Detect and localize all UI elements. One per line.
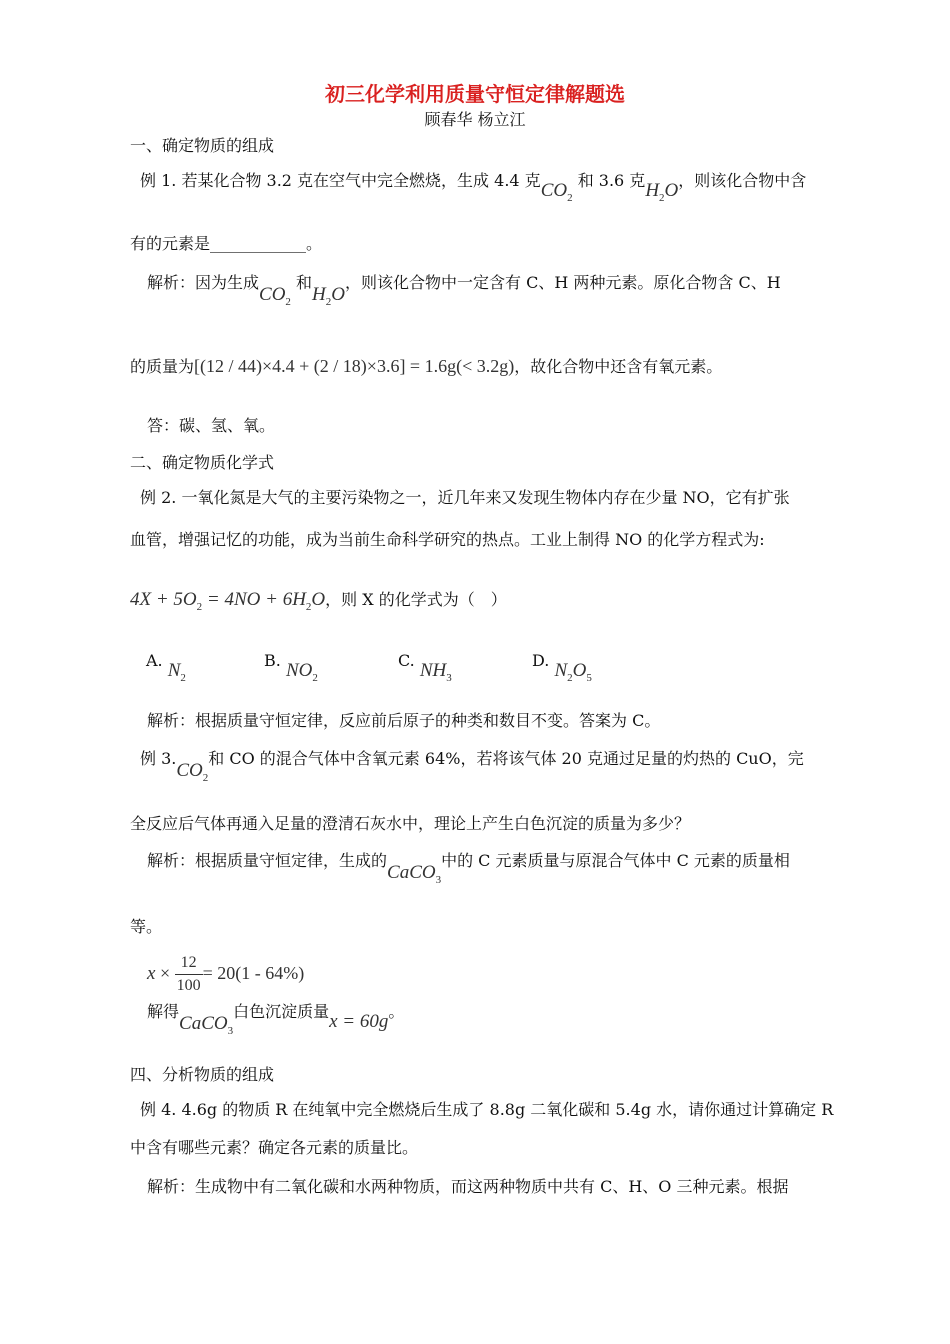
fraction: $\frac{12}{100}$ xyxy=(176,954,201,994)
formula-h2o: $H_2O$ xyxy=(645,180,679,204)
answer-blank[interactable]: ____________ xyxy=(210,234,307,253)
mass-formula: [(12 / 44)×4.4 + (2 / 18)×3.6] = 1.6g(< 3.2g) xyxy=(194,356,515,376)
solution-3-line-1: 解析：根据质量守恒定律，生成的CaCO$_3$中的 C 元素质量与原混合气体中 C 元素的质量相 xyxy=(147,851,790,886)
example-4-line-2: 中含有哪些元素？确定各元素的质量比。 xyxy=(130,1138,419,1157)
formula-caco3: CaCO$_3$ xyxy=(387,862,442,886)
solution-3-result: 解得CaCO$_3$白色沉淀质量x = 60g。 xyxy=(147,1002,405,1037)
reaction-equation: $4X + 5O_2 = 4NO + 6H_2O$ xyxy=(130,589,326,613)
section-heading-1: 一、确定物质的组成 xyxy=(130,136,275,155)
formula-h2o: $H_2O$ xyxy=(312,284,345,308)
section-heading-4: 四、分析物质的组成 xyxy=(130,1065,275,1084)
solution-3-line-2: 等。 xyxy=(130,917,163,936)
example-2-line-3: $4X + 5O_2 = 4NO + 6H_2O$，则 X 的化学式为（ ） xyxy=(130,589,507,613)
example-1-line-1: 例 1. 若某化合物 3.2 克在空气中完全燃烧，生成 4.4 克$CO_2$ 和 3.6 克$H_2O$，则该化合物中含 xyxy=(140,171,807,204)
example-2-line-1: 例 2. 一氧化氮是大气的主要污染物之一，近几年来又发现生物体内存在少量 NO，它有扩张 xyxy=(140,488,790,507)
example-2-line-2: 血管，增强记忆的功能，成为当前生命科学研究的热点。工业上制得 NO 的化学方程式为: xyxy=(130,530,765,549)
solution-1-line-1: 解析：因为生成$CO_2$ 和$H_2O$，则该化合物中一定含有 C、H 两种元素。原化合物含 C、H xyxy=(147,273,781,308)
example-3-line-1: 例 $3.CO_2$和 CO 的混合气体中含氧元素 64%，若将该气体 20 克通过足量的灼热的 CuO，完 xyxy=(140,749,804,784)
section-heading-2: 二、确定物质化学式 xyxy=(130,453,275,472)
formula-caco3: CaCO$_3$ xyxy=(179,1013,234,1037)
document-title: 初三化学利用质量守恒定律解题选 xyxy=(325,82,625,106)
option-a[interactable]: A. $N_2$ xyxy=(146,651,186,684)
option-d[interactable]: D. $N_2O_5$ xyxy=(532,651,592,684)
equation-x: x × $\frac{12}{100}$ = 20(1 - 64%) xyxy=(147,952,304,997)
solution-4-line-1: 解析：生成物中有二氧化碳和水两种物质，而这两种物质中共有 C、H、O 三种元素。根据 xyxy=(147,1177,789,1196)
formula-co2: $CO_2$ xyxy=(176,760,209,784)
solution-1-line-2: 的质量为[(12 / 44)×4.4 + (2 / 18)×3.6] = 1.6g(< 3.2g)，故化合物中还含有氧元素。 xyxy=(130,356,723,376)
example-3-line-2: 全反应后气体再通入足量的澄清石灰水中，理论上产生白色沉淀的质量为多少？ xyxy=(130,814,691,833)
solution-2: 解析：根据质量守恒定律，反应前后原子的种类和数目不变。答案为 C。 xyxy=(147,711,661,730)
option-b[interactable]: B. $NO_2$ xyxy=(264,651,318,684)
authors: 顾春华 杨立江 xyxy=(424,110,526,129)
example-1-line-2: 有的元素是____________。 xyxy=(130,234,323,253)
formula-co2: $CO_2$ xyxy=(540,180,573,204)
answer-1: 答：碳、氢、氧。 xyxy=(147,416,276,435)
option-c[interactable]: C. $NH_3$ xyxy=(398,651,452,684)
formula-co2: $CO_2$ xyxy=(259,284,291,308)
example-4-line-1: 例 4. 4.6g 的物质 R 在纯氧中完全燃烧后生成了 8.8g 二氧化碳和 5.4g 水，请你通过计算确定 R xyxy=(140,1100,834,1119)
